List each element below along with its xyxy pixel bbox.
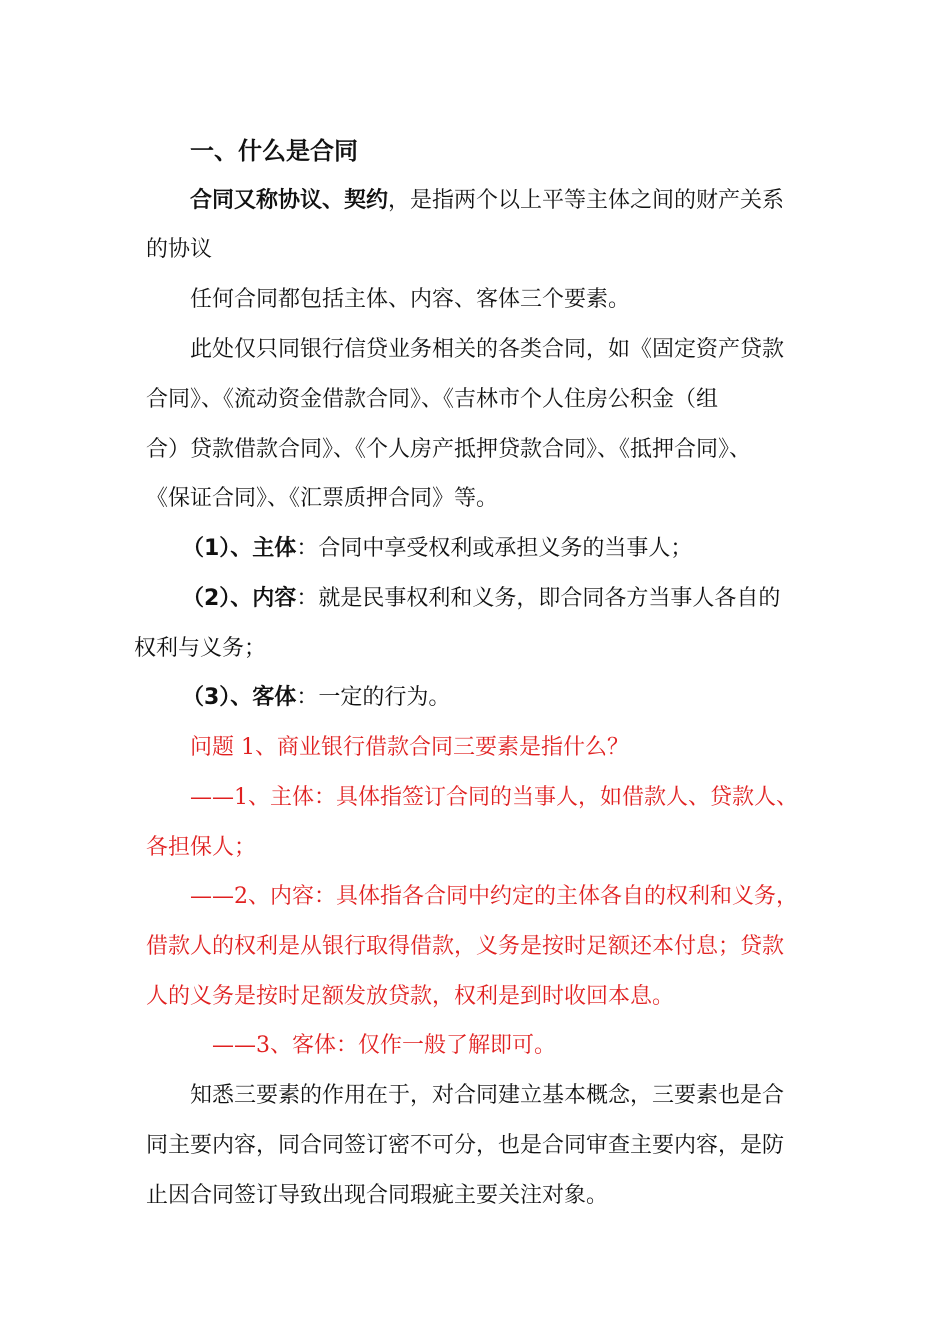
answer-subject-line-2: 各担保人； [146,835,257,860]
item-content-text: ：就是民事权利和义务，即合同各方当事人各自的 [296,586,781,611]
item-subject-text: ：合同中享受权利或承担义务的当事人； [296,536,693,561]
summary-line-1: 知悉三要素的作用在于，对合同建立基本概念，三要素也是合 [190,1083,785,1108]
definition-line-2: 的协议 [146,237,213,262]
summary-line-2: 同主要内容，同合同签订密不可分，也是合同审查主要内容，是防 [146,1133,785,1158]
item-object-text: ：一定的行为。 [296,685,451,710]
item-subject-label: （1）、主体 [182,536,297,561]
scope-line-4: 《保证合同》、《汇票质押合同》等。 [146,486,499,511]
answer-content-line-2: 借款人的权利是从银行取得借款，义务是按时足额还本付息；贷款 [146,934,785,959]
scope-line-1: 此处仅只同银行信贷业务相关的各类合同，如《固定资产贷款 [190,337,785,362]
scope-line-3: 合）贷款借款合同》、《个人房产抵押贷款合同》、《抵押合同》、 [146,437,752,462]
item-subject [182,534,692,564]
summary-line-3: 止因合同签订导致出现合同瑕疵主要关注对象。 [146,1183,609,1208]
elements-paragraph: 任何合同都包括主体、内容、客体三个要素。 [190,287,631,312]
scope-line-2: 合同》、《流动资金借款合同》、《吉林市个人住房公积金（组 [146,387,719,412]
answer-content-line-3: 人的义务是按时足额发放贷款，权利是到时收回本息。 [146,984,675,1009]
definition-line-1 [190,186,784,216]
definition-term: 合同又称协议、契约 [190,188,389,213]
item-content [182,584,780,614]
item-content-cont: 权利与义务； [134,636,267,661]
item-object-label: （3）、客体 [182,685,297,710]
item-content-label: （2）、内容 [182,586,297,611]
answer-object: ——3、客体：仅作一般了解即可。 [212,1033,556,1058]
answer-content-line-1: ——2、内容：具体指各合同中约定的主体各自的权利和义务， [190,884,798,909]
definition-text: ，是指两个以上平等主体之间的财产关系 [388,188,785,213]
answer-subject-line-1: ——1、主体：具体指签订合同的当事人，如借款人、贷款人、 [190,785,798,810]
item-object [182,683,450,713]
question-1: 问题 1、商业银行借款合同三要素是指什么？ [190,735,629,760]
section-heading: 一、什么是合同 [190,137,358,165]
